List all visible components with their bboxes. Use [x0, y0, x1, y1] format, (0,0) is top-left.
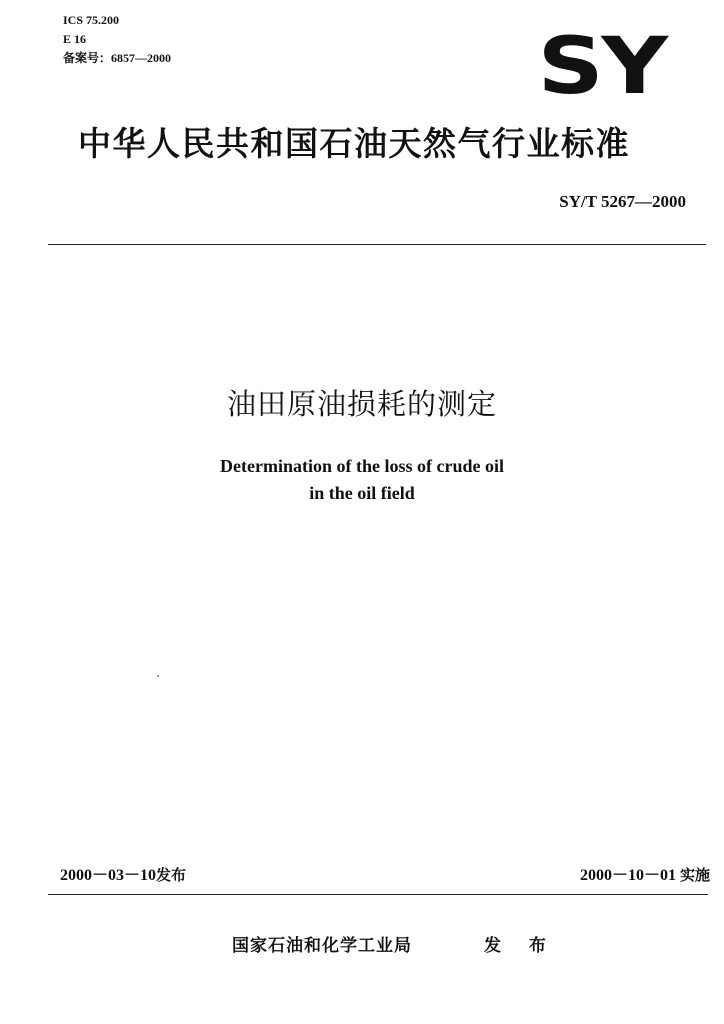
- issue-date: 2000－03－10: [60, 867, 157, 884]
- implementation-date: 2000－10－01: [579, 867, 676, 884]
- title-english-line-1: Determination of the loss of crude oil: [220, 456, 504, 476]
- standard-code: SY/T 5267—2000: [559, 192, 686, 211]
- issue-label: 发布: [156, 866, 187, 884]
- filing-number: 备案号：6857—2000: [63, 51, 172, 65]
- issue-date-block: [60, 864, 186, 887]
- implementation-label: 实施: [679, 866, 710, 884]
- publisher: 国家石油和化学工业局: [232, 936, 412, 956]
- bottom-divider: [48, 894, 708, 895]
- classification-code: E 16: [63, 32, 87, 46]
- scan-speck: [157, 675, 159, 677]
- implementation-date-block: [580, 864, 710, 887]
- ics-code: ICS 75.200: [63, 13, 120, 27]
- top-divider: [48, 244, 706, 245]
- title-english-line-2: in the oil field: [309, 483, 415, 503]
- standard-category: 中华人民共和国石油天然气行业标准: [78, 124, 630, 163]
- publish-label: 发 布: [484, 936, 557, 956]
- sy-logo: SY: [537, 22, 666, 112]
- title-chinese: 油田原油损耗的测定: [226, 387, 497, 421]
